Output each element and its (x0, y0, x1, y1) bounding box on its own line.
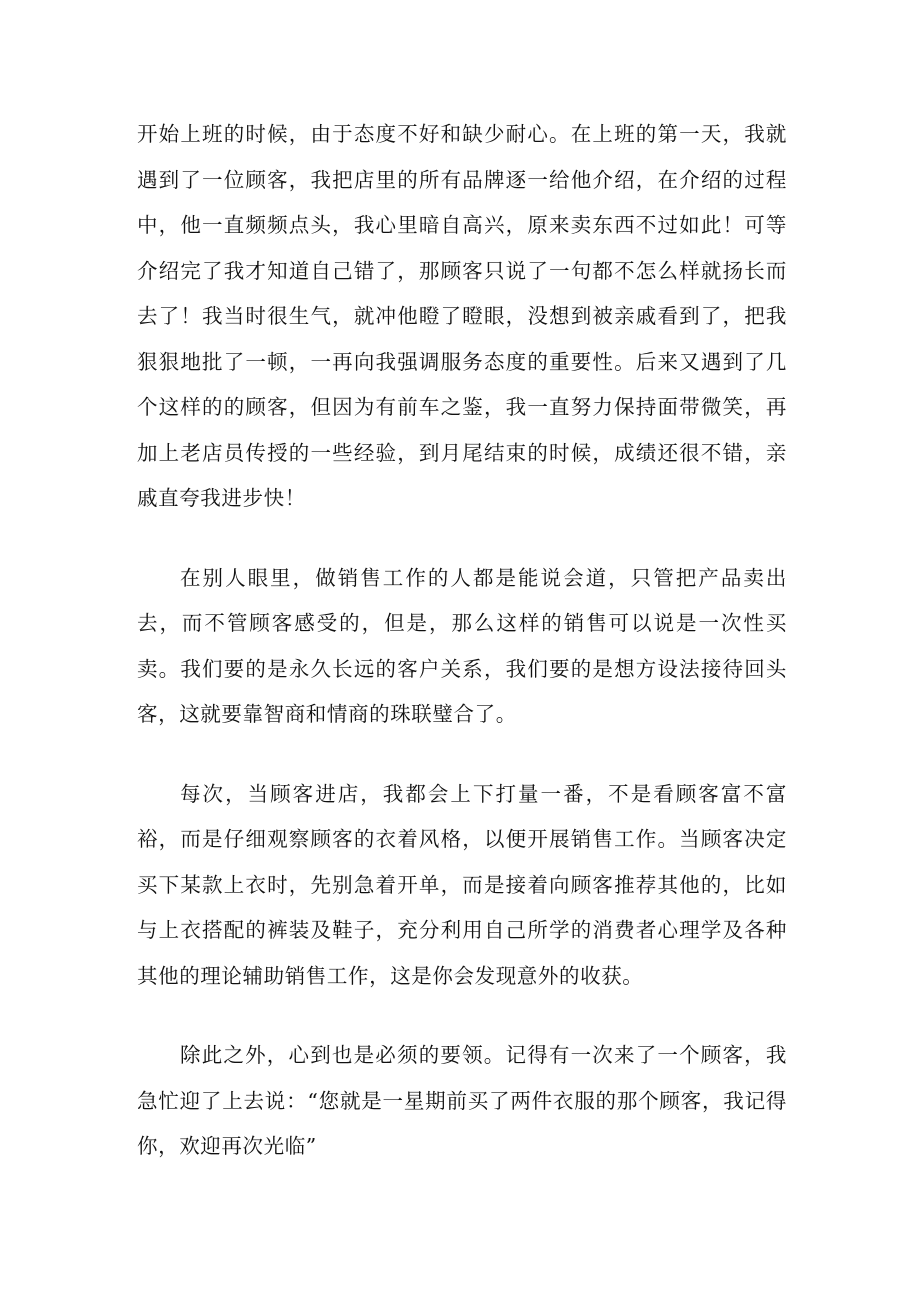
paragraph-1: 开始上班的时候，由于态度不好和缺少耐心。在上班的第一天，我就遇到了一位顾客，我把店里的所有品牌逐一给他介绍，在介绍的过程中，他一直频频点头，我心里暗自高兴，原来卖东西不过如此！可等介绍完了我才知道自己错了，那顾客只说了一句都不怎么样就扬长而去了！我当时很生气，就冲他瞪了瞪眼，没想到被亲戚看到了，把我狠狠地批了一顿，一再向我强调服务态度的重要性。后来又遇到了几个这样的的顾客，但因为有前车之鉴，我一直努力保持面带微笑，再加上老店员传授的一些经验，到月尾结束的时候，成绩还很不错，亲戚直夸我进步快！ (137, 122, 787, 510)
document-body (137, 112, 787, 1170)
paragraph-gap (137, 522, 787, 556)
paragraph-3: 每次，当顾客进店，我都会上下打量一番，不是看顾客富不富裕，而是仔细观察顾客的衣着风格，以便开展销售工作。当顾客决定买下某款上衣时，先别急着开单，而是接着向顾客推荐其他的，比如与上衣搭配的裤装及鞋子，充分利用自己所学的消费者心理学及各种其他的理论辅助销售工作，这是你会发现意外的收获。 (137, 781, 787, 988)
paragraph-gap (137, 738, 787, 772)
paragraph-2: 在别人眼里，做销售工作的人都是能说会道，只管把产品卖出去，而不管顾客感受的，但是，那么这样的销售可以说是一次性买卖。我们要的是永久长远的客户关系，我们要的是想方设法接待回头客，这就要靠智商和情商的珠联璧合了。 (137, 565, 787, 726)
paragraph-4: 除此之外，心到也是必须的要领。记得有一次来了一个顾客，我急忙迎了上去说：“您就是一星期前买了两件衣服的那个顾客，我记得你，欢迎再次光临” (137, 1043, 787, 1158)
paragraph-gap (137, 999, 787, 1033)
